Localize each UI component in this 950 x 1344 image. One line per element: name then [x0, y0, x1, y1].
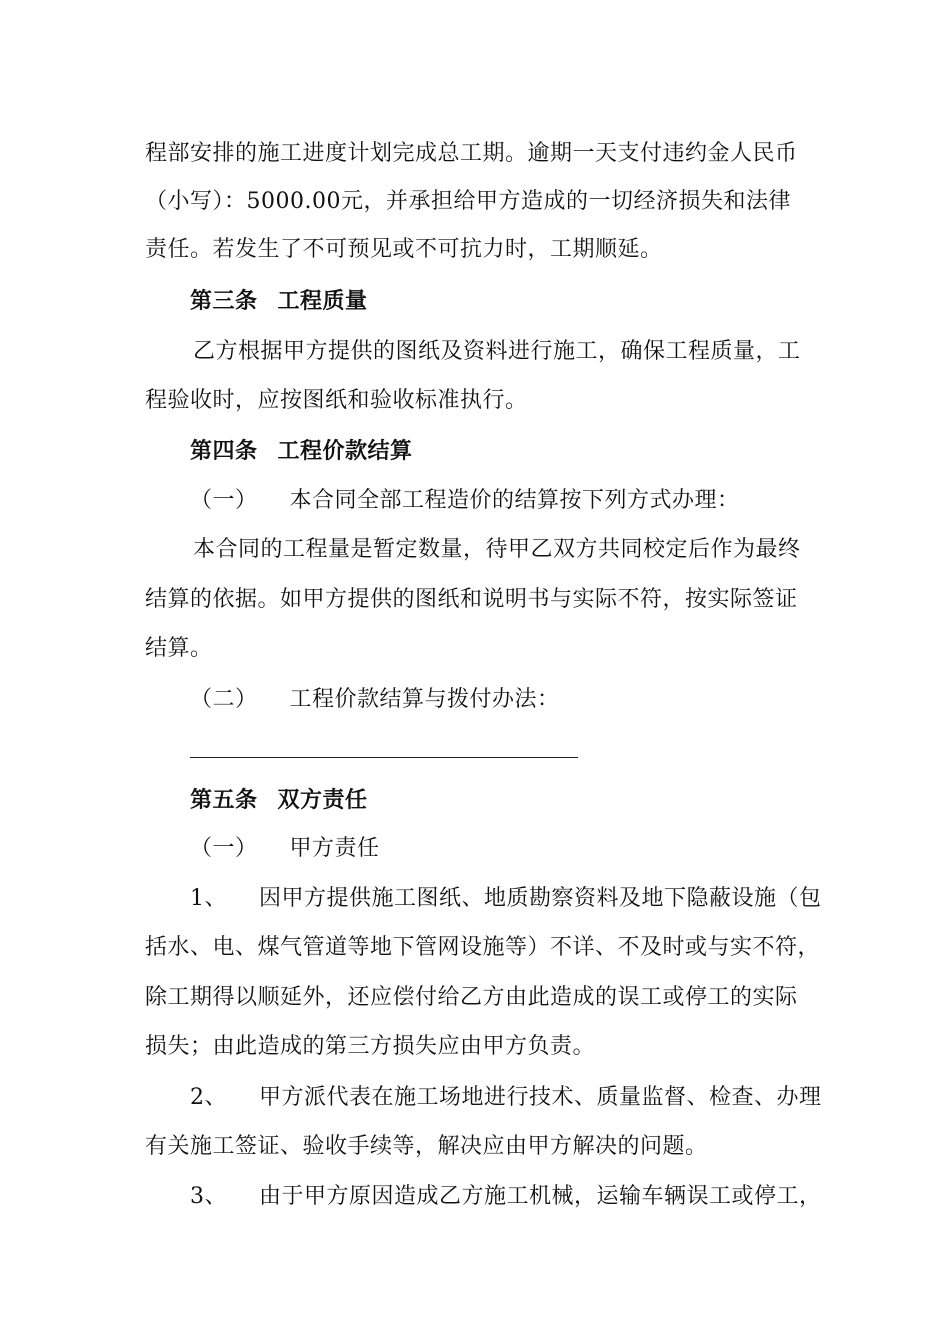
item-text: 由于甲方原因造成乙方施工机械，运输车辆误工或停工， — [259, 1184, 822, 1209]
article-5-heading — [190, 785, 368, 815]
item-number: 2、 — [190, 1085, 227, 1110]
paragraph-line: 除工期得以顺延外，还应偿付给乙方由此造成的误工或停工的实际 — [145, 985, 798, 1010]
item-text: 甲方派代表在施工场地进行技术、质量监督、检查、办理 — [259, 1085, 822, 1110]
paragraph-line: 程部安排的施工进度计划完成总工期。逾期一天支付违约金人民币 — [145, 141, 798, 166]
clause-line — [190, 884, 822, 914]
paragraph-line: （小写）：5000.00元，并承担给甲方造成的一切经济损失和法律 — [145, 189, 791, 214]
item-number: 3、 — [190, 1184, 227, 1209]
clause-line — [190, 834, 380, 864]
paragraph-line: 有关施工签证、验收手续等，解决应由甲方解决的问题。 — [145, 1134, 708, 1159]
clause-text: 本合同全部工程造价的结算按下列方式办理： — [289, 488, 740, 513]
paragraph-line: 括水、电、煤气管道等地下管网设施等）不详、不及时或与实不符， — [145, 935, 821, 960]
paragraph-line: 本合同的工程量是暂定数量，待甲乙双方共同校定后作为最终 — [193, 537, 801, 562]
article-number: 第四条 — [190, 438, 258, 464]
clause-text: 工程价款结算与拨付办法： — [289, 687, 560, 712]
article-title: 工程价款结算 — [277, 438, 413, 464]
article-number: 第五条 — [190, 787, 258, 813]
article-4-heading — [190, 436, 413, 466]
clause-line — [190, 1182, 822, 1212]
clause-text: 甲方责任 — [289, 836, 380, 861]
clause-number: （二） — [190, 687, 258, 712]
article-number: 第三条 — [190, 288, 258, 314]
paragraph-line: 乙方根据甲方提供的图纸及资料进行施工，确保工程质量，工 — [193, 339, 801, 364]
clause-line — [190, 486, 740, 516]
paragraph-line: 结算。 — [145, 636, 213, 661]
article-title: 双方责任 — [277, 787, 368, 813]
clause-line — [190, 1083, 822, 1113]
clause-number: （一） — [190, 488, 258, 513]
paragraph-line: 程验收时，应按图纸和验收标准执行。 — [145, 388, 528, 413]
paragraph-line: 责任。若发生了不可预见或不可抗力时，工期顺延。 — [145, 237, 663, 262]
paragraph-line: 损失；由此造成的第三方损失应由甲方负责。 — [145, 1034, 596, 1059]
article-3-heading — [190, 286, 368, 316]
item-text: 因甲方提供施工图纸、地质勘察资料及地下隐蔽设施（包 — [259, 886, 822, 911]
item-number: 1、 — [190, 886, 227, 911]
clause-number: （一） — [190, 836, 258, 861]
clause-line — [190, 685, 560, 715]
article-title: 工程质量 — [277, 288, 368, 314]
fill-in-blank-line — [190, 757, 578, 758]
paragraph-line: 结算的依据。如甲方提供的图纸和说明书与实际不符，按实际签证 — [145, 587, 798, 612]
